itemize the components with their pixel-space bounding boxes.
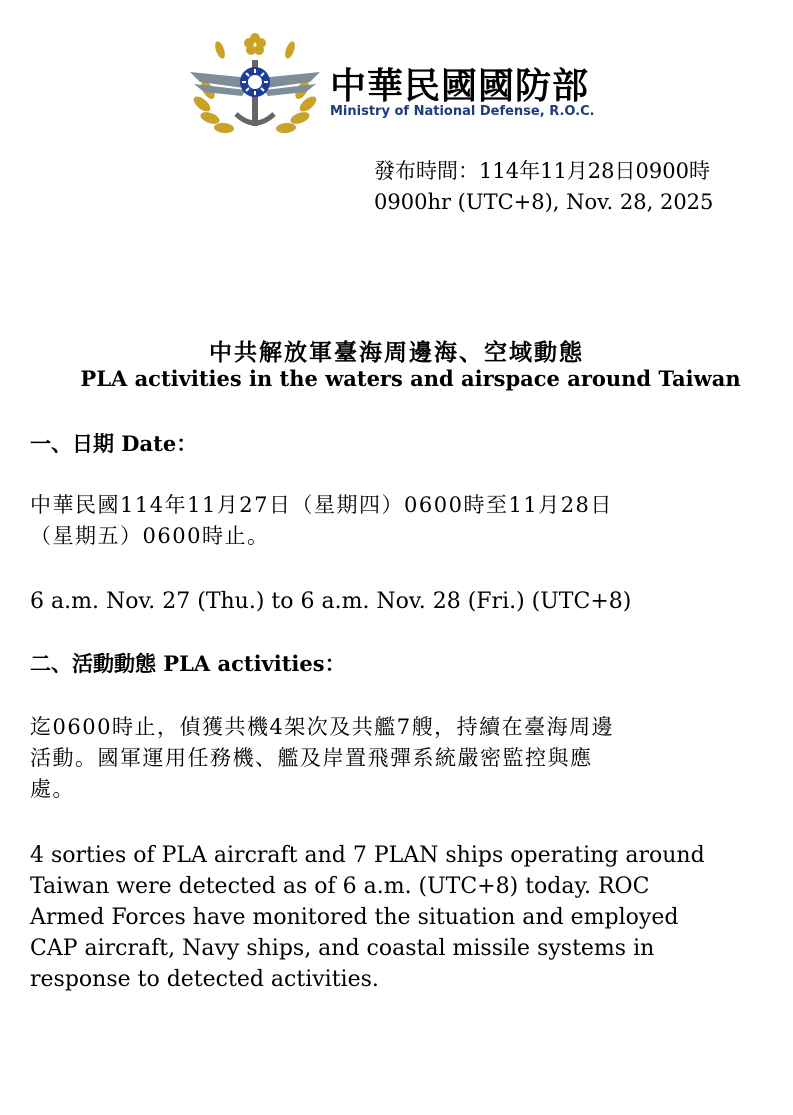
section-activities-heading: 二、活動動態 PLA activities： (30, 651, 346, 676)
activities-en-line: CAP aircraft, Navy ships, and coastal missile systems in (30, 936, 655, 961)
org-name-en: Ministry of National Defense, R.O.C. (330, 104, 595, 119)
activities-en-line: 4 sorties of PLA aircraft and 7 PLAN ships operating around (30, 843, 705, 868)
activities-paragraph-en (30, 840, 745, 995)
date-zh-line: 中華民國114年11月27日（星期四）0600時至11月28日 (30, 493, 613, 517)
mnd-emblem-icon (180, 30, 330, 138)
page-title-en: PLA activities in the waters and airspace around Taiwan (80, 366, 741, 391)
release-time-en: 0900hr (UTC+8), Nov. 28, 2025 (374, 190, 714, 214)
date-zh-line: （星期五）0600時止。 (30, 524, 270, 548)
letterhead (180, 30, 640, 140)
section-date-heading: 一、日期 Date： (30, 431, 198, 456)
activities-en-line: Armed Forces have monitored the situation and employed (30, 905, 679, 930)
date-paragraph-zh (30, 490, 613, 552)
activities-zh-line: 活動。國軍運用任務機、艦及岸置飛彈系統嚴密監控與應 (30, 746, 593, 770)
release-time-zh: 發布時間：114年11月28日0900時 (374, 159, 710, 183)
activities-paragraph-zh (30, 712, 614, 805)
release-time (374, 156, 713, 218)
activities-en-line: response to detected activities. (30, 967, 379, 992)
plum-blossom (244, 33, 266, 55)
activities-zh-line: 迄0600時止，偵獲共機4架次及共艦7艘，持續在臺海周邊 (30, 715, 615, 739)
date-paragraph-en: 6 a.m. Nov. 27 (Thu.) to 6 a.m. Nov. 28 (Fri.) (UTC+8) (30, 589, 632, 614)
activities-en-line: Taiwan were detected as of 6 a.m. (UTC+8) today. ROC (30, 874, 650, 899)
page-title-zh: 中共解放軍臺海周邊海、空域動態 (209, 339, 584, 366)
org-name-zh: 中華民國國防部 (330, 66, 590, 107)
activities-zh-line: 處。 (30, 777, 75, 801)
